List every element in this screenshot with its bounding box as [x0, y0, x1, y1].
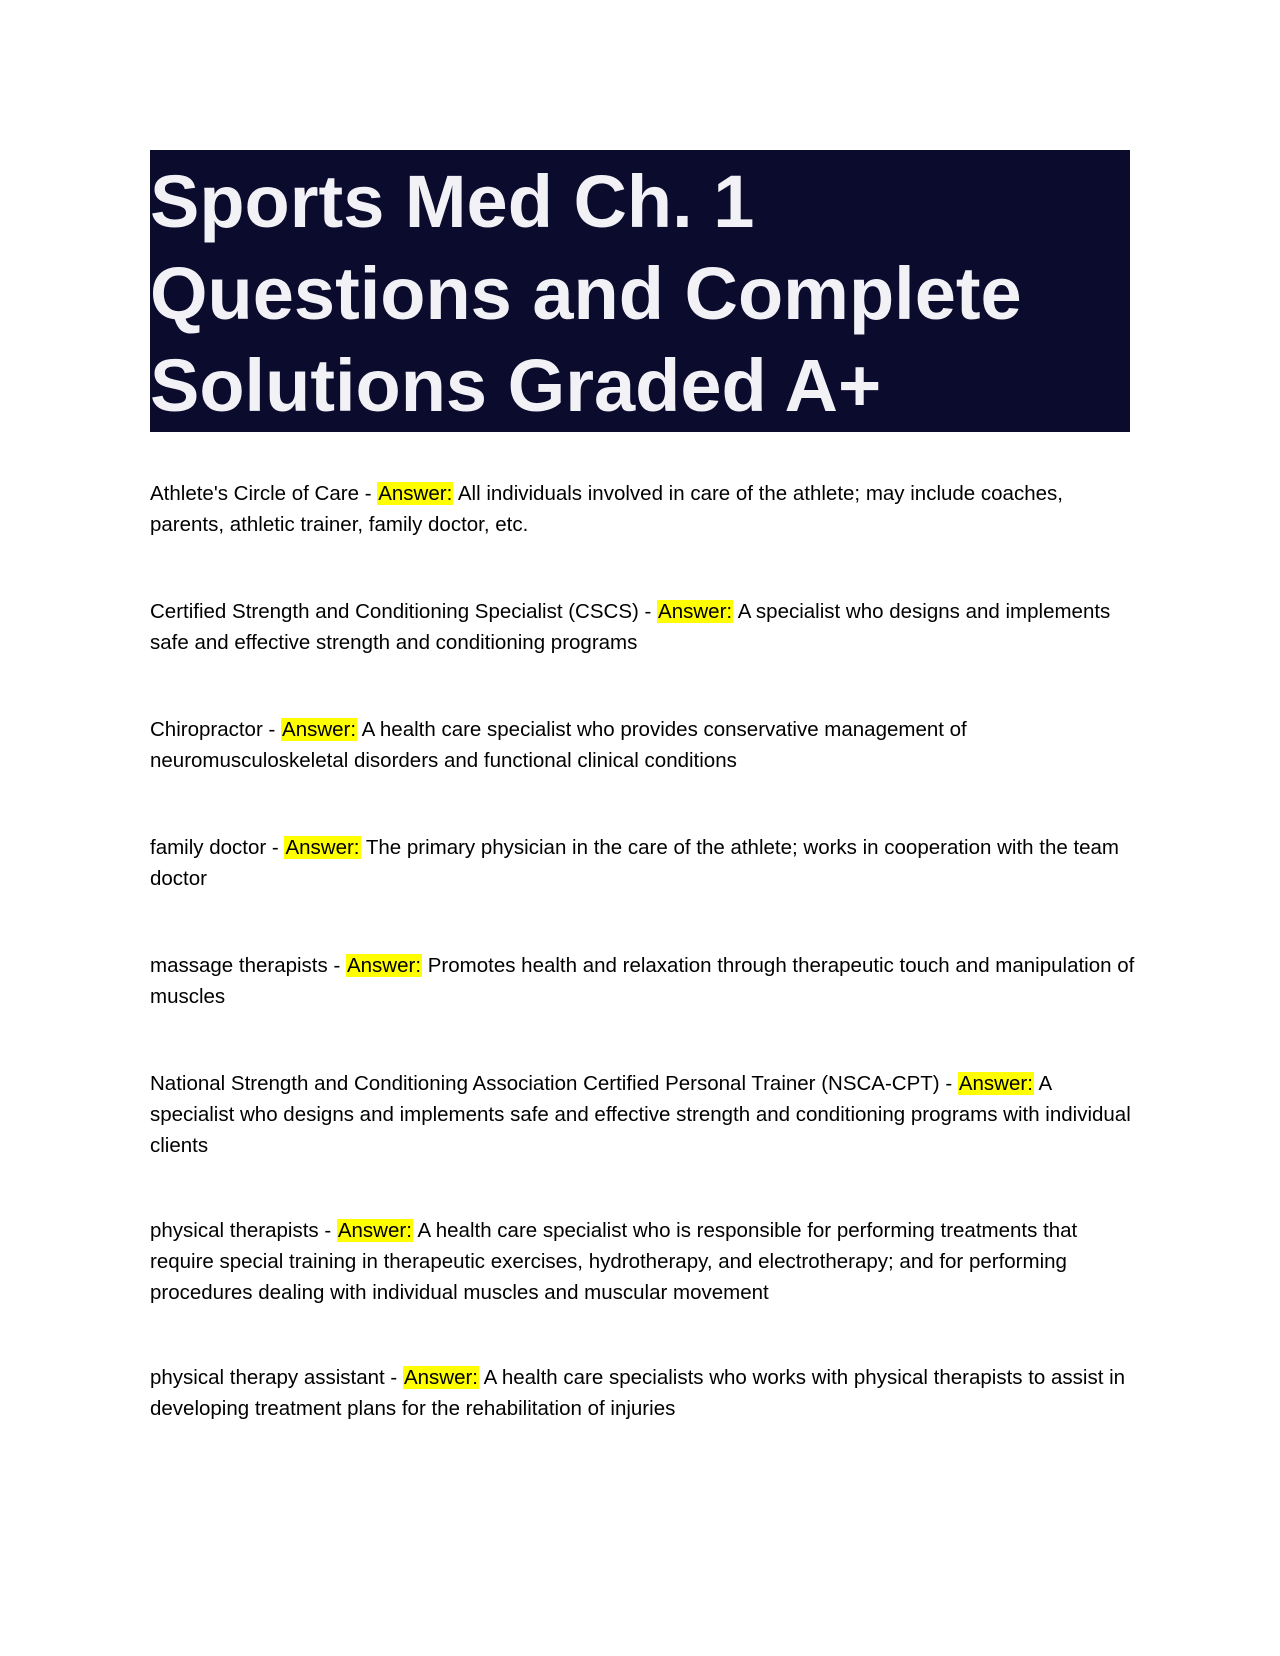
qa-separator: - — [318, 1219, 337, 1242]
answer-label: Answer: — [346, 954, 422, 977]
qa-separator: - — [939, 1072, 958, 1095]
qa-term: physical therapists — [150, 1219, 319, 1242]
title-line-1: Sports Med Ch. 1 — [150, 160, 755, 243]
qa-definition: The primary physician in the care of the athlete; works in cooperation with the team doctor — [150, 836, 1120, 890]
qa-definition: A health care specialists who works with physical therapists to assist in developing treatment plans for the rehabilitation of injuries — [150, 1366, 1126, 1420]
answer-label: Answer: — [285, 836, 360, 859]
answer-label: Answer: — [378, 482, 453, 505]
qa-item — [150, 1215, 1140, 1308]
title-banner — [150, 150, 1130, 432]
qa-term: Athlete's Circle of Care — [150, 482, 359, 505]
title-line-2: Questions and Complete — [150, 252, 1022, 335]
qa-definition: A specialist who designs and implements safe and effective strength and conditioning programs with individual clients — [150, 1072, 1131, 1157]
qa-definition: All individuals involved in care of the athlete; may include coaches, parents, athletic trainer, family doctor, etc. — [150, 482, 1063, 536]
qa-definition: A specialist who designs and implements safe and effective strength and conditioning programs — [150, 600, 1111, 654]
qa-term: National Strength and Conditioning Association Certified Personal Trainer (NSCA-CPT) — [150, 1072, 940, 1095]
qa-separator: - — [266, 836, 285, 859]
qa-definition: Promotes health and relaxation through therapeutic touch and manipulation of muscles — [150, 954, 1135, 1008]
qa-separator: - — [638, 600, 658, 623]
qa-term: Certified Strength and Conditioning Specialist (CSCS) — [150, 600, 639, 623]
qa-separator: - — [327, 954, 346, 977]
qa-term: massage therapists — [150, 954, 328, 977]
qa-separator: - — [384, 1366, 403, 1389]
qa-term: family doctor — [150, 836, 267, 859]
answer-label: Answer: — [958, 1072, 1033, 1095]
title-line-3: Solutions Graded A+ — [150, 344, 882, 427]
answer-label: Answer: — [282, 718, 357, 741]
qa-separator: - — [262, 718, 282, 741]
qa-item — [150, 1068, 1140, 1161]
qa-item — [150, 950, 1140, 1012]
qa-term: Chiropractor — [150, 718, 263, 741]
qa-separator: - — [359, 482, 378, 505]
qa-definition: A health care specialist who provides conservative management of neuromusculoskeletal disorders and functional clinical conditions — [150, 718, 967, 772]
qa-term: physical therapy assistant — [150, 1366, 385, 1389]
answer-label: Answer: — [337, 1219, 412, 1242]
qa-item — [150, 1362, 1140, 1424]
qa-item — [150, 714, 1140, 776]
qa-item — [150, 478, 1140, 540]
qa-definition: A health care specialist who is responsible for performing treatments that require special training in therapeutic exercises, hydrotherapy, and electrotherapy; and for performing procedures dealing with individual muscles and muscular movement — [150, 1219, 1078, 1304]
answer-label: Answer: — [658, 600, 733, 623]
qa-item — [150, 832, 1140, 894]
answer-label: Answer: — [403, 1366, 479, 1389]
qa-item — [150, 596, 1140, 658]
